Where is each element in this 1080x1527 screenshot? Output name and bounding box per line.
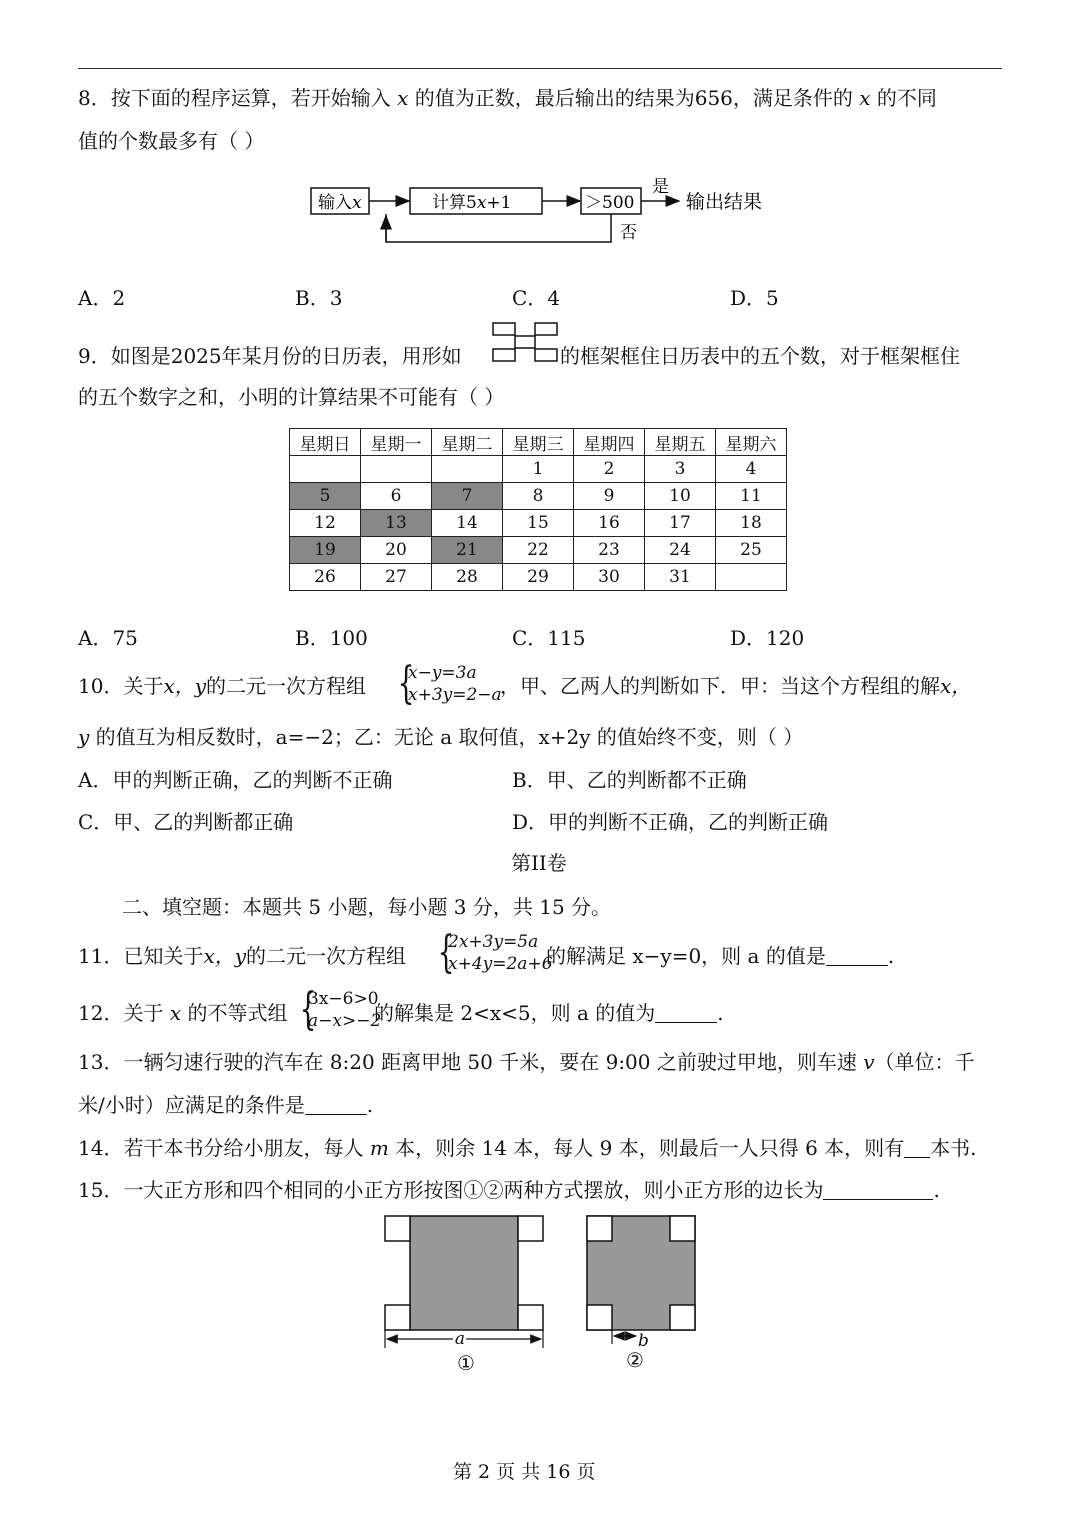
flow-input-text: 输入x: [318, 193, 362, 213]
calendar-cell: [716, 564, 787, 591]
calendar-cell: 25: [716, 537, 787, 564]
q15-figures: [380, 1210, 710, 1380]
calendar-header: 星期三: [503, 429, 574, 456]
calendar-cell-shaded: 13: [361, 510, 432, 537]
page-footer: 第 2 页 共 16 页: [453, 1461, 596, 1483]
q8-line2: 值的个数最多有（ ）: [78, 129, 265, 153]
q8-line1: 8．按下面的程序运算，若开始输入 x 的值为正数，最后输出的结果为656，满足条件的 x 的不同: [78, 86, 937, 110]
q10-option-b: B．甲、乙的判断都不正确: [512, 768, 747, 792]
calendar-row: [290, 564, 787, 591]
calendar-cell: 10: [645, 483, 716, 510]
calendar-header: 星期日: [290, 429, 361, 456]
calendar-header-row: [290, 429, 787, 456]
q9-line2: 的五个数字之和，小明的计算结果不可能有（ ）: [78, 385, 505, 409]
calendar-cell: [290, 456, 361, 483]
q9-option-c: C．115: [512, 626, 586, 650]
flow-calc-text: 计算5x+1: [432, 193, 512, 213]
q11-eq1: 2x+3y=5a: [448, 932, 539, 952]
q9-frame-shape-icon: [490, 322, 560, 364]
calendar-table: [289, 428, 787, 591]
fig2-caption: ②: [626, 1348, 644, 1372]
calendar-row: [290, 537, 787, 564]
calendar-header: 星期六: [716, 429, 787, 456]
calendar-cell: 15: [503, 510, 574, 537]
q12-pre: 12．关于 x 的不等式组: [78, 1001, 288, 1025]
calendar-cell: 4: [716, 456, 787, 483]
q8-flowchart: [0, 0, 1080, 260]
q9-option-b: B．100: [295, 626, 368, 650]
calendar-header: 星期五: [645, 429, 716, 456]
calendar-cell: 16: [574, 510, 645, 537]
calendar-cell: 2: [574, 456, 645, 483]
calendar-cell-shaded: 5: [290, 483, 361, 510]
q12-eq2: a−x>−2: [308, 1011, 382, 1031]
q8-option-b: B．3: [295, 286, 343, 310]
q10-eq1: x−y=3a: [408, 663, 477, 683]
figure-1: [385, 1216, 543, 1375]
q8-option-d: D．5: [730, 286, 779, 310]
flow-yes-text: 是: [652, 177, 669, 197]
calendar-cell: 12: [290, 510, 361, 537]
q10-system: { x−y=3a x+3y=2−a: [397, 658, 502, 709]
figure-2: [587, 1216, 695, 1372]
calendar-header: 星期四: [574, 429, 645, 456]
section-title: 第II卷: [511, 851, 567, 875]
q8-option-c: C．4: [512, 286, 561, 310]
q10-line2: y 的值互为相反数时，a=−2；乙：无论 a 取何值，x+2y 的值始终不变，则（ ）: [78, 725, 804, 749]
q8-option-a: A．2: [78, 286, 126, 310]
q9-option-a: A．75: [78, 626, 138, 650]
q9-line1b: 的框架框住日历表中的五个数，对于框架框住: [560, 344, 960, 368]
calendar-cell-shaded: 7: [432, 483, 503, 510]
fig1-label-a: a: [454, 1329, 466, 1349]
part2-heading: 二、填空题：本题共 5 小题，每小题 3 分，共 15 分。: [122, 895, 612, 919]
fig1-caption: ①: [457, 1351, 475, 1375]
calendar-cell: 30: [574, 564, 645, 591]
calendar-cell-shaded: 21: [432, 537, 503, 564]
fig2-label-b: b: [638, 1331, 649, 1351]
q13-line1: 13．一辆匀速行驶的汽车在 8:20 距离甲地 50 千米，要在 9:00 之前驶过甲地，则车速 v（单位：千: [78, 1050, 975, 1074]
q11-system: { 2x+3y=5a x+4y=2a+6: [437, 927, 553, 978]
flow-cond-text: ＞500: [585, 193, 635, 213]
q10-eq2: x+3y=2−a: [408, 685, 502, 705]
calendar-cell-shaded: 19: [290, 537, 361, 564]
q11-post: 的解满足 x−y=0，则 a 的值是 .: [546, 944, 895, 968]
calendar-row: [290, 456, 787, 483]
calendar-cell: 18: [716, 510, 787, 537]
q10-line1c: ，甲、乙两人的判断如下．甲：当这个方程组的解x，: [500, 674, 972, 698]
q10-option-a: A．甲的判断正确，乙的判断不正确: [78, 768, 393, 792]
q10-option-d: D．甲的判断不正确，乙的判断正确: [512, 810, 829, 834]
calendar-cell: [361, 456, 432, 483]
q10-option-c: C．甲、乙的判断都正确: [78, 810, 294, 834]
q9-line1a: 9．如图是2025年某月份的日历表，用形如: [78, 344, 462, 368]
q12-eq1: 3x−6>0: [308, 989, 379, 1009]
calendar-cell: 28: [432, 564, 503, 591]
calendar-cell: 6: [361, 483, 432, 510]
q15-line: 15．一大正方形和四个相同的小正方形按图①②两种方式摆放，则小正方形的边长为 .: [78, 1178, 940, 1202]
calendar-cell: 31: [645, 564, 716, 591]
calendar-cell: [432, 456, 503, 483]
calendar-cell: 29: [503, 564, 574, 591]
calendar-cell: 20: [361, 537, 432, 564]
calendar-cell: 11: [716, 483, 787, 510]
calendar-cell: 8: [503, 483, 574, 510]
calendar-cell: 14: [432, 510, 503, 537]
q12-post: 的解集是 2<x<5，则 a 的值为 .: [374, 1001, 724, 1025]
calendar-row: [290, 510, 787, 537]
q11-eq2: x+4y=2a+6: [448, 954, 553, 974]
calendar-cell: 22: [503, 537, 574, 564]
flow-output-text: 输出结果: [686, 191, 763, 213]
q9-option-d: D．120: [730, 626, 805, 650]
calendar-cell: 9: [574, 483, 645, 510]
q12-system: { 3x−6>0 a−x>−2: [299, 984, 382, 1035]
q14-line: 14．若干本书分给小朋友，每人 m 本，则余 14 本，每人 9 本，则最后一人只得 6 本，则有 本书.: [78, 1136, 977, 1160]
calendar-cell: 3: [645, 456, 716, 483]
calendar-cell: 1: [503, 456, 574, 483]
q13-line2: 米/小时）应满足的条件是 .: [78, 1093, 374, 1117]
calendar-cell: 24: [645, 537, 716, 564]
calendar-row: [290, 483, 787, 510]
calendar-cell: 17: [645, 510, 716, 537]
flow-no-text: 否: [620, 223, 637, 243]
q11-pre: 11．已知关于x，y的二元一次方程组: [78, 944, 407, 968]
calendar-cell: 23: [574, 537, 645, 564]
calendar-header: 星期一: [361, 429, 432, 456]
calendar-cell: 26: [290, 564, 361, 591]
calendar-header: 星期二: [432, 429, 503, 456]
calendar-cell: 27: [361, 564, 432, 591]
q10-line1a: 10．关于x，y的二元一次方程组: [78, 674, 367, 698]
